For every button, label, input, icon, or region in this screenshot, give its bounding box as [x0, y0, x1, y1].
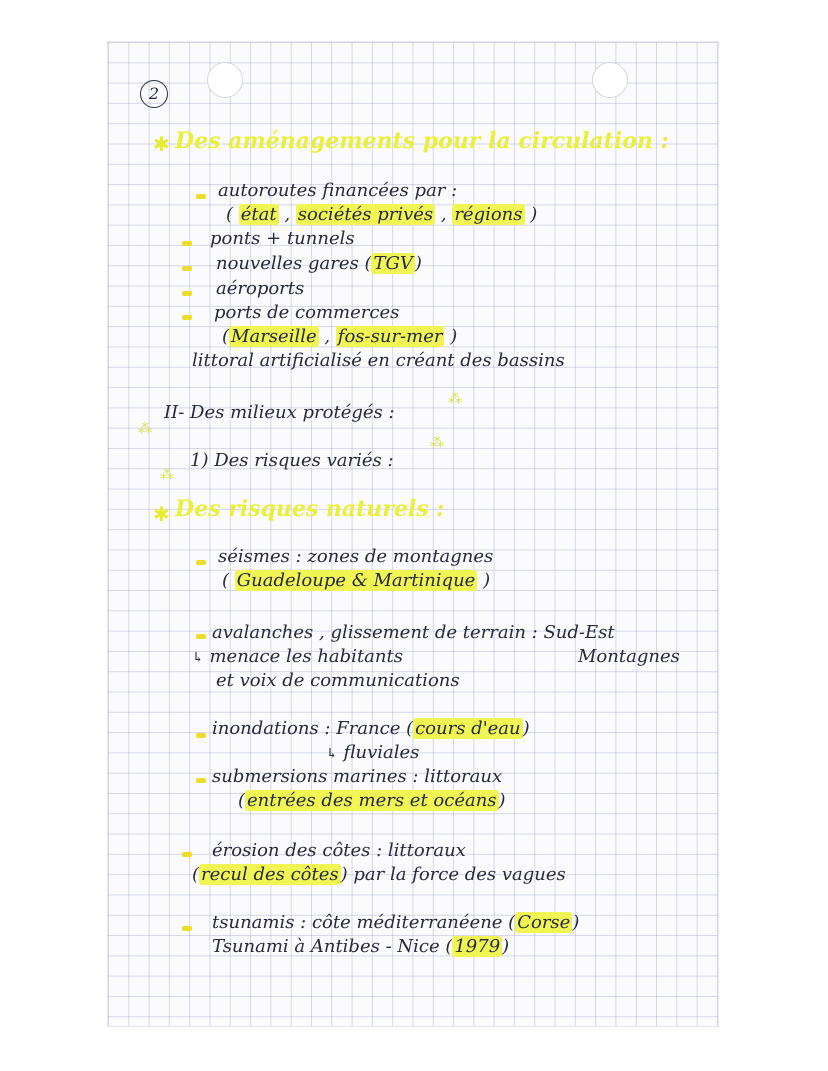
- subheading-risques: 1) Des risques variés :: [190, 450, 394, 471]
- note-aeroports: aéroports: [216, 278, 305, 299]
- note-tsunamis: tsunamis : côte méditerranéene ( Corse ): [212, 912, 580, 933]
- bullet-dash: [182, 926, 192, 931]
- bullet-dash: [182, 291, 192, 296]
- note-inondations-2: ↳ fluviales: [326, 742, 420, 763]
- note-gares: nouvelles gares ( TGV ): [216, 253, 422, 274]
- section-title-risques-naturels: Des risques naturels :: [175, 496, 445, 522]
- bullet-dash: [196, 634, 206, 639]
- highlight-marseille: Marseille: [231, 326, 317, 347]
- highlight-fos: fos-sur-mer: [337, 326, 443, 347]
- bullet-dash: [182, 241, 192, 246]
- note-erosion-detail: ( recul des côtes ) par la force des vagues: [192, 864, 566, 885]
- arrow-icon: ↳: [192, 650, 204, 666]
- note-avalanches: avalanches , glissement de terrain : Sud-Est: [212, 622, 615, 643]
- arrow-icon: ↳: [326, 746, 338, 762]
- note-avalanches-3: et voix de communications: [216, 670, 460, 691]
- note-littoral: littoral artificialisé en créant des bassins: [192, 350, 565, 371]
- note-avalanches-2: ↳ menace les habitants: [192, 646, 403, 667]
- bullet-dash: [182, 852, 192, 857]
- highlight-antilles: Guadeloupe & Martinique: [236, 570, 476, 591]
- note-ports-detail: ( Marseille , fos-sur-mer ): [222, 326, 458, 347]
- bullet-dash: [196, 778, 206, 783]
- highlight-cours-eau: cours d'eau: [415, 718, 521, 739]
- sparkle-icon: ⁂: [138, 421, 152, 437]
- note-montagnes: Montagnes: [578, 646, 680, 667]
- note-autoroutes: autoroutes financées par :: [218, 180, 458, 201]
- bullet-dash: [196, 560, 206, 565]
- binder-hole-left: [207, 62, 243, 98]
- note-autoroutes-detail: ( état , sociétés privés , régions ): [226, 204, 538, 225]
- note-seismes: séismes : zones de montagnes: [218, 546, 494, 567]
- section-heading-milieux: II- Des milieux protégés :: [164, 402, 395, 423]
- page-number: 2: [140, 80, 168, 108]
- note-ports: ports de commerces: [214, 302, 400, 323]
- bullet-star-icon: ✱: [153, 132, 170, 156]
- bullet-dash: [182, 315, 192, 320]
- sparkle-icon: ⁂: [160, 467, 174, 483]
- bullet-dash: [196, 733, 206, 738]
- note-seismes-detail: ( Guadeloupe & Martinique ): [222, 570, 491, 591]
- note-tsunami-event: Tsunami à Antibes - Nice ( 1979 ): [212, 936, 510, 957]
- sparkle-icon: ⁂: [448, 391, 462, 407]
- bullet-star-icon: ✱: [153, 502, 170, 526]
- sparkle-icon: ⁂: [430, 435, 444, 451]
- highlight-1979: 1979: [454, 936, 501, 957]
- note-erosion: érosion des côtes : littoraux: [212, 840, 466, 861]
- note-ponts: ponts + tunnels: [210, 228, 355, 249]
- bullet-dash: [196, 194, 206, 199]
- highlight-recul-cotes: recul des côtes: [201, 864, 339, 885]
- bullet-dash: [182, 266, 192, 271]
- binder-hole-right: [592, 62, 628, 98]
- highlight-societes: sociétés privés: [297, 204, 434, 225]
- highlight-corse: Corse: [517, 912, 571, 933]
- highlight-tgv: TGV: [373, 253, 413, 274]
- note-submersions-detail: ( entrées des mers et océans ): [238, 790, 506, 811]
- section-title-circulation: Des aménagements pour la circulation :: [175, 128, 669, 154]
- highlight-regions: régions: [454, 204, 523, 225]
- highlight-etat: état: [240, 204, 277, 225]
- highlight-mers-oceans: entrées des mers et océans: [247, 790, 497, 811]
- note-inondations: inondations : France ( cours d'eau ): [212, 718, 530, 739]
- note-submersions: submersions marines : littoraux: [212, 766, 503, 787]
